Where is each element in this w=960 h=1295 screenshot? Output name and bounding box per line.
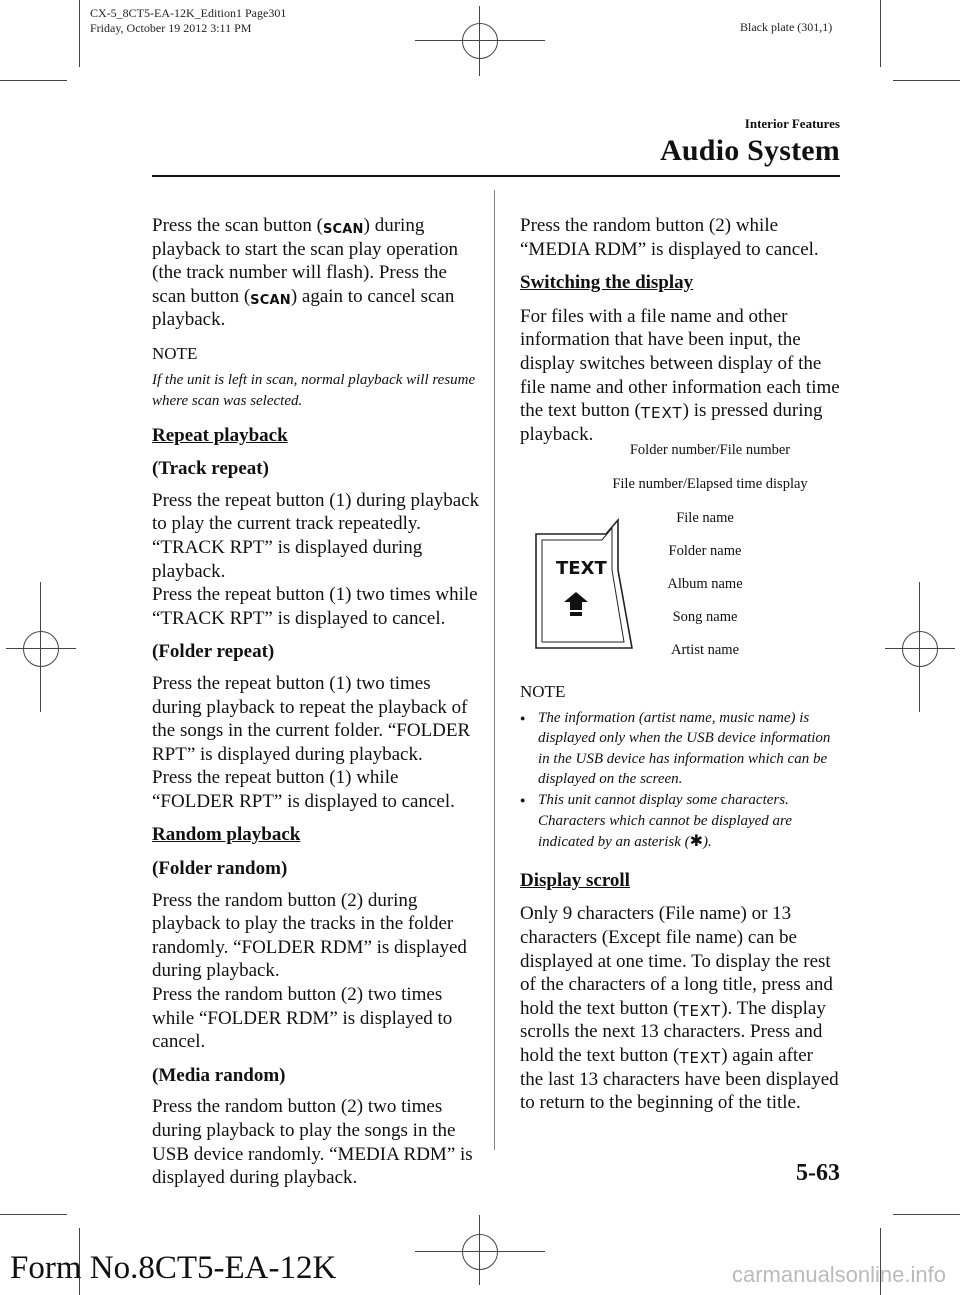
track-repeat-heading: (Track repeat) xyxy=(152,458,269,480)
display-scroll-heading: Display scroll xyxy=(520,869,630,891)
note-bullet: ● This unit cannot display some characters. Characters which cannot be displayed are indicated by an asterisk (✱). xyxy=(520,790,840,853)
left-column xyxy=(152,214,482,1200)
scan-paragraph: Press the scan button (SCAN) during playback to start the scan play operation (the track number will flash). Press the scan button (SCAN) again to cancel scan playback. xyxy=(152,215,459,331)
print-header xyxy=(90,6,286,36)
repeat-heading: Repeat playback xyxy=(152,424,288,446)
print-header-line2: Friday, October 19 2012 3:11 PM xyxy=(90,21,252,35)
diagram-item-elapsed-time: File number/Elapsed time display xyxy=(612,476,808,492)
diagram-item-file-name: File name xyxy=(676,510,734,526)
display-cycle-diagram xyxy=(520,440,840,670)
display-scroll-paragraph: Only 9 characters (File name) or 13 characters (Except file name) can be displayed at one time. To display the rest of the characters of a long title, press and hold the text button (TEXT). The display scrolls the next 13 characters. Press and hold the text button (TEXT) again after the last 13 characters have been displayed to return to the beginning of the title. xyxy=(520,903,839,1114)
media-random-paragraph: Press the random button (2) two times during playback to play the songs in the USB device randomly. “MEDIA RDM” is displayed during playback. xyxy=(152,1096,473,1189)
media-random-heading: (Media random) xyxy=(152,1064,286,1086)
diagram-item-artist-name: Artist name xyxy=(670,642,740,658)
header-rule xyxy=(152,175,840,177)
random-heading: Random playback xyxy=(152,824,301,846)
folder-repeat-cancel: Press the repeat button (1) while “FOLDER RPT” is displayed to cancel. xyxy=(152,767,455,812)
note-bullet: ● The information (artist name, music name) is displayed only when the USB device information in the USB device has information which can be displayed on the screen. xyxy=(520,708,840,790)
scan-button-icon: SCAN xyxy=(322,222,364,237)
text-button-diagram-icon xyxy=(520,510,650,690)
right-column-bottom xyxy=(520,680,840,1125)
diagram-item-folder-name: Folder name xyxy=(668,543,742,559)
print-header-line1: CX-5_8CT5-EA-12K_Edition1 Page301 xyxy=(90,6,287,20)
track-repeat-cancel: Press the repeat button (1) two times while “TRACK RPT” is displayed to cancel. xyxy=(152,584,478,629)
text-button-icon: TEXT xyxy=(679,1048,722,1067)
section-title: Audio System xyxy=(660,134,840,167)
right-column-top xyxy=(520,214,840,456)
note-title-2: NOTE xyxy=(520,682,566,701)
section-category: Interior Features xyxy=(744,116,840,131)
note-text: If the unit is left in scan, normal playback will resume where scan was selected. xyxy=(152,371,476,409)
diagram-item-album-name: Album name xyxy=(667,576,743,592)
asterisk-icon: ✱ xyxy=(689,831,704,851)
media-random-cancel: Press the random button (2) while “MEDIA RDM” is displayed to cancel. xyxy=(520,215,819,260)
diagram-item-song-name: Song name xyxy=(672,609,738,625)
diagram-item-folder-file-number: Folder number/File number xyxy=(629,442,791,458)
plate-label: Black plate (301,1) xyxy=(740,20,833,34)
folder-random-paragraph: Press the random button (2) during playback to play the tracks in the folder randomly. “FOLDER RDM” is displayed during playback. xyxy=(152,889,467,982)
folder-repeat-paragraph: Press the repeat button (1) two times during playback to repeat the playback of the songs in the current folder. “FOLDER RPT” is displayed during playback. xyxy=(152,672,471,765)
switch-display-paragraph: For files with a file name and other information that have been input, the display switches between display of the file name and other information each time the text button (TEXT) is pressed during playback. xyxy=(520,305,840,445)
text-button-icon: TEXT xyxy=(679,1001,722,1020)
watermark: carmanualsonline.info xyxy=(731,1262,946,1287)
column-divider xyxy=(494,190,495,1150)
track-repeat-paragraph: Press the repeat button (1) during playback to play the current track repeatedly. “TRACK RPT” is displayed during playback. xyxy=(152,489,480,582)
folder-random-heading: (Folder random) xyxy=(152,858,288,880)
note-title: NOTE xyxy=(152,343,198,363)
folder-random-cancel: Press the random button (2) two times while “FOLDER RDM” is displayed to cancel. xyxy=(152,984,453,1053)
folder-repeat-heading: (Folder repeat) xyxy=(152,641,275,663)
note-list xyxy=(520,708,840,853)
text-button-icon: TEXT xyxy=(640,404,683,423)
diagram-button-label: TEXT xyxy=(556,558,607,579)
page-number: 5-63 xyxy=(796,1160,840,1186)
switch-display-heading: Switching the display xyxy=(520,272,694,294)
form-number: Form No.8CT5-EA-12K xyxy=(10,1250,337,1286)
scan-button-icon: SCAN xyxy=(250,292,291,308)
